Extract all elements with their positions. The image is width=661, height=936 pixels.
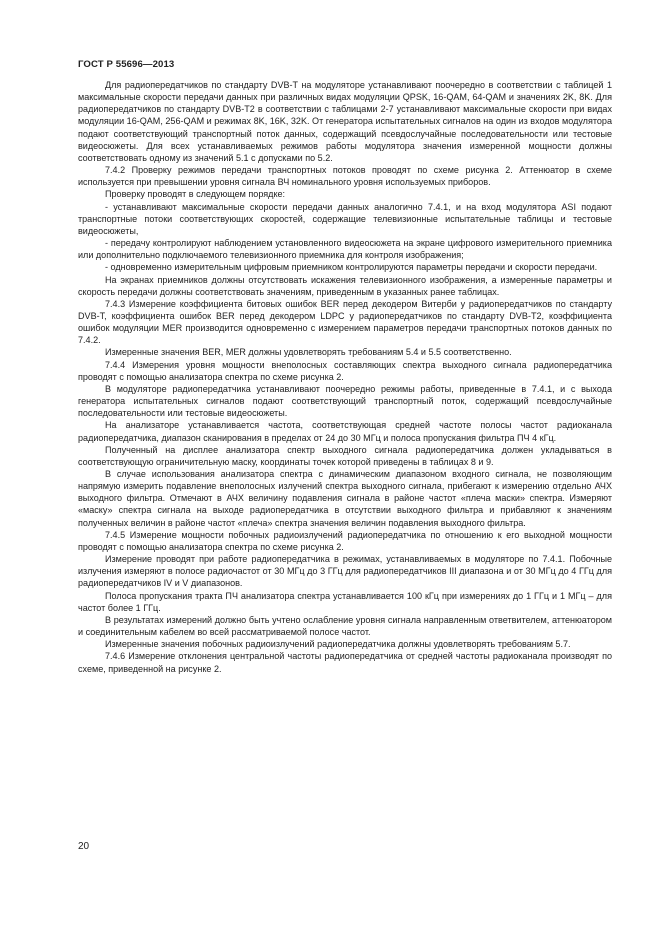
paragraph: 7.4.2 Проверку режимов передачи транспортных потоков проводят по схеме рисунка 2. Аттенюатор в схеме используется при превышении уровня сигнала ВЧ номинального уровня используемых приборов.	[78, 165, 612, 188]
paragraph: 7.4.6 Измерение отклонения центральной частоты радиопередатчика от средней частоты радиоканала производят по схеме, приведенной на рисунке 2.	[78, 651, 612, 674]
paragraph: На экранах приемников должны отсутствовать искажения телевизионного изображения, а измеренные параметры и скорость передачи должны соответствовать значениям, приведенным в указанных ранее таблицах.	[78, 274, 612, 297]
list-item: - передачу контролируют наблюдением установленного видеосюжета на экране цифрового измерительного приемника или дополнительно подключаемого телевизионного приемника для контроля изображения;	[78, 238, 612, 261]
paragraph: Измеренные значения побочных радиоизлучений радиопередатчика должны удовлетворять требованиям 5.7.	[105, 639, 571, 650]
document-body	[78, 79, 612, 675]
paragraph: В случае использования анализатора спектра с динамическим диапазоном входного сигнала, не позволяющим напрямую измерить подавление внеполосных излучений спектра выходного сигнала, прибегают к измерению отдельно АЧХ выходного фильтра. Отмечают в АЧХ величину подавления сигнала в районе частот «плеча маски» спектра. Измеряют «маску» спектра сигнала на выходе радиопередатчика в отсутствии выходного фильтра и прибавляют к значениям полученных величин в районе частот «плеча» спектра значения величин подавления выходного фильтра.	[78, 469, 612, 528]
paragraph: 7.4.4 Измерения уровня мощности внеполосных составляющих спектра выходного сигнала радиопередатчика проводят с помощью анализатора спектра по схеме рисунка 2.	[78, 359, 612, 382]
paragraph: Проверку проводят в следующем порядке:	[105, 189, 286, 200]
paragraph: Полоса пропускания тракта ПЧ анализатора спектра устанавливается 100 кГц при измерениях до 1 ГГц и 1 МГц – для частот более 1 ГГц.	[78, 590, 612, 613]
list-item: - устанавливают максимальные скорости передачи данных аналогично 7.4.1, и на вход модулятора ASI подают транспортные потоки соответствующих скоростей, содержащие телевизионные испытательные таблицы и тестовые видеосюжеты,	[78, 201, 612, 236]
paragraph: 7.4.3 Измерение коэффициента битовых ошибок BER перед декодером Витерби у радиопередатчиков по стандарту DVB-T, коэффициента ошибок BER перед декодером LDPC у радиопередатчиков по стандарту DVB-T2, коэффициента ошибок модуляции MER производится одновременно с измерением параметров передачи транспортных потоков данных по 7.4.2.	[78, 298, 612, 346]
paragraph: Измеренные значения BER, MER должны удовлетворять требованиям 5.4 и 5.5 соответственно.	[105, 347, 512, 358]
paragraph: В результатах измерений должно быть учтено ослабление уровня сигнала направленным ответвителем, аттенюатором и соединительным кабелем во всей рассматриваемой полосе частот.	[78, 614, 612, 638]
list-item: - одновременно измерительным цифровым приемником контролируются параметры передачи и скорости передачи.	[105, 262, 598, 273]
paragraph: Полученный на дисплее анализатора спектр выходного сигнала радиопередатчика должен укладываться в соответствующую ограничительную маску, координаты точек которой приведены в таблицах 8 и 9.	[78, 444, 612, 467]
paragraph: На анализаторе устанавливается частота, соответствующая средней частоте полосы частот радиоканала радиопередатчика, диапазон сканирования в пределах от 24 до 30 МГц и полоса пропускания фильтра ПЧ 4 кГц.	[78, 420, 612, 443]
paragraph: 7.4.5 Измерение мощности побочных радиоизлучений радиопередатчика по отношению к его выходной мощности проводят с помощью анализатора спектра по схеме рисунка 2.	[78, 529, 612, 552]
paragraph: В модуляторе радиопередатчика устанавливают поочередно режимы работы, приведенные в 7.4.1, и с выхода генератора испытательных сигналов подают соответствующий транспортный поток, содержащий псевдослучайные последовательности или тестовые видеосюжеты.	[78, 383, 612, 419]
paragraph: Для радиопередатчиков по стандарту DVB-T на модуляторе устанавливают поочередно в соответствии с таблицей 1 максимальные скорости передачи данных при различных видах модуляции QPSK, 16-QAM, 64-QAM и значениях 2K, 8K. Для радиопередатчиков по стандарту DVB-T2 в соответствии с таблицами 2-7 устанавливают максимальные скорости при видах модуляции 16-QAM, 256-QAM и режимах 8K, 16K, 32K. От генератора испытательных сигналов на один из входов модулятора подают соответствующий транспортный поток данных, содержащий псевдослучайные последовательности или тестовые видеосюжеты. Для всех устанавливаемых режимов работы модулятора значения измеренной мощности должны соответствовать одному из значений 5.1 с допусками по 5.2.	[78, 80, 612, 163]
page-number: 20	[78, 841, 90, 852]
document-header: ГОСТ Р 55696—2013	[78, 59, 175, 70]
paragraph: Измерение проводят при работе радиопередатчика в режимах, устанавливаемых в модуляторе по 7.4.1. Побочные излучения измеряют в полосе радиочастот от 30 МГц до 3 ГГц для радиопередатчиков III диапазона и от 30 МГц до 4 ГГц для радиопередатчиков IV и V диапазонов.	[78, 554, 612, 589]
